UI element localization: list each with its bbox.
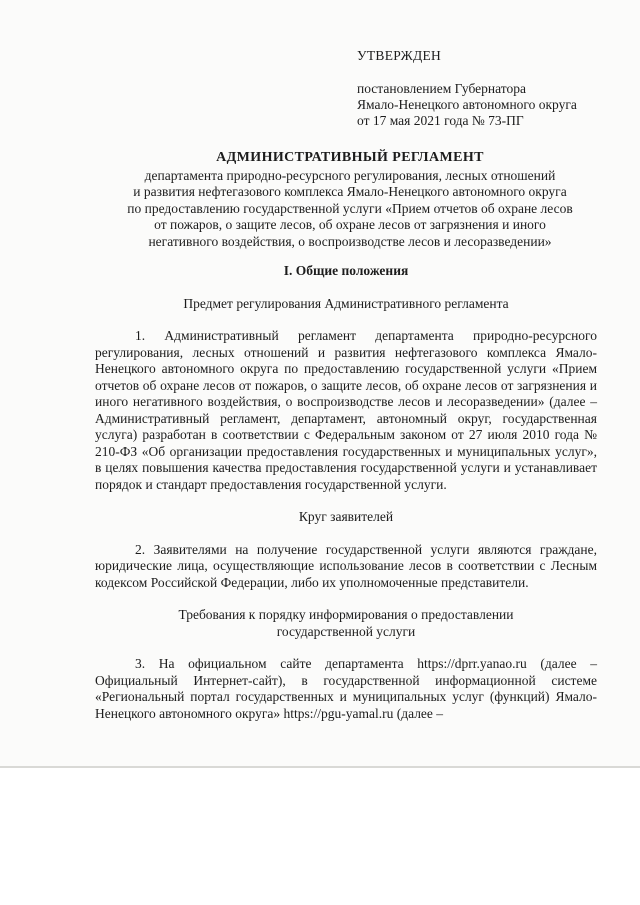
title-line: негативного воздействия, о воспроизводстве лесов и лесоразведении»: [148, 233, 552, 249]
approval-line: постановлением Губернатора: [357, 81, 526, 96]
subheading-informing: [95, 607, 597, 640]
subheading-text: Требования к порядку информирования о предоставлении: [178, 607, 514, 622]
subheading-text: государственной услуги: [276, 623, 416, 639]
subheading-applicants: [95, 509, 597, 526]
document-body: [95, 263, 597, 722]
subheading-subject: [95, 296, 597, 313]
title-line: от пожаров, о защите лесов, об охране лесов от загрязнения и иного: [154, 217, 546, 232]
document-title-block: [60, 150, 640, 250]
paragraph-2: 2. Заявителями на получение государственной услуги являются граждане, юридические лица, осуществляющие использование лесов в соответствии с Лесным кодексом Российской Федерации, либо их уполномоченные представители.: [95, 541, 597, 590]
paragraph-1: 1. Административный регламент департамента природно-ресурсного регулирования, лесных отношений и развития нефтегазового комплекса Ямало-Ненецкого автономного округа по предоставлению государственной услуги «Прием отчетов об охране лесов от пожаров, о защите лесов, об охране лесов от загрязнения и иного негативного воздействия, о воспроизводстве лесов и лесоразведении» (далее – Административный регламент, департамент, автономный округ, государственная услуга) разработан в соответствии с Федеральным законом от 27 июля 2010 года № 210-ФЗ «Об организации предоставления государственных и муниципальных услуг», в целях повышения качества предоставления государственной услуги и устанавливает порядок и стандарт предоставления государственной услуги.: [95, 328, 597, 492]
title-line: департамента природно-ресурсного регулирования, лесных отношений: [144, 167, 556, 183]
title-line: по предоставлению государственной услуги «Прием отчетов об охране лесов: [127, 200, 573, 216]
subheading-text: Предмет регулирования Административного регламента: [183, 295, 509, 311]
paragraph-3: 3. На официальном сайте департамента https://dprr.yanao.ru (далее – Официальный Интернет-сайт), в государственной информационной системе «Региональный портал государственных и муниципальных услуг (функций) Ямало-Ненецкого автономного округа» https://pgu-yamal.ru (далее –: [95, 656, 597, 721]
section-title: I. Общие положения: [283, 263, 409, 278]
scan-bottom-edge: [0, 766, 640, 768]
approval-heading: УТВЕРЖДЕН: [357, 48, 442, 63]
document-title: АДМИНИСТРАТИВНЫЙ РЕГЛАМЕНТ: [216, 150, 484, 165]
title-line: и развития нефтегазового комплекса Ямало-Ненецкого автономного округа: [133, 184, 567, 199]
approval-line: Ямало-Ненецкого автономного округа: [357, 97, 577, 112]
subheading-text: Круг заявителей: [298, 509, 394, 524]
approval-block: [357, 48, 627, 129]
approval-line: от 17 мая 2021 года № 73-ПГ: [357, 113, 524, 128]
